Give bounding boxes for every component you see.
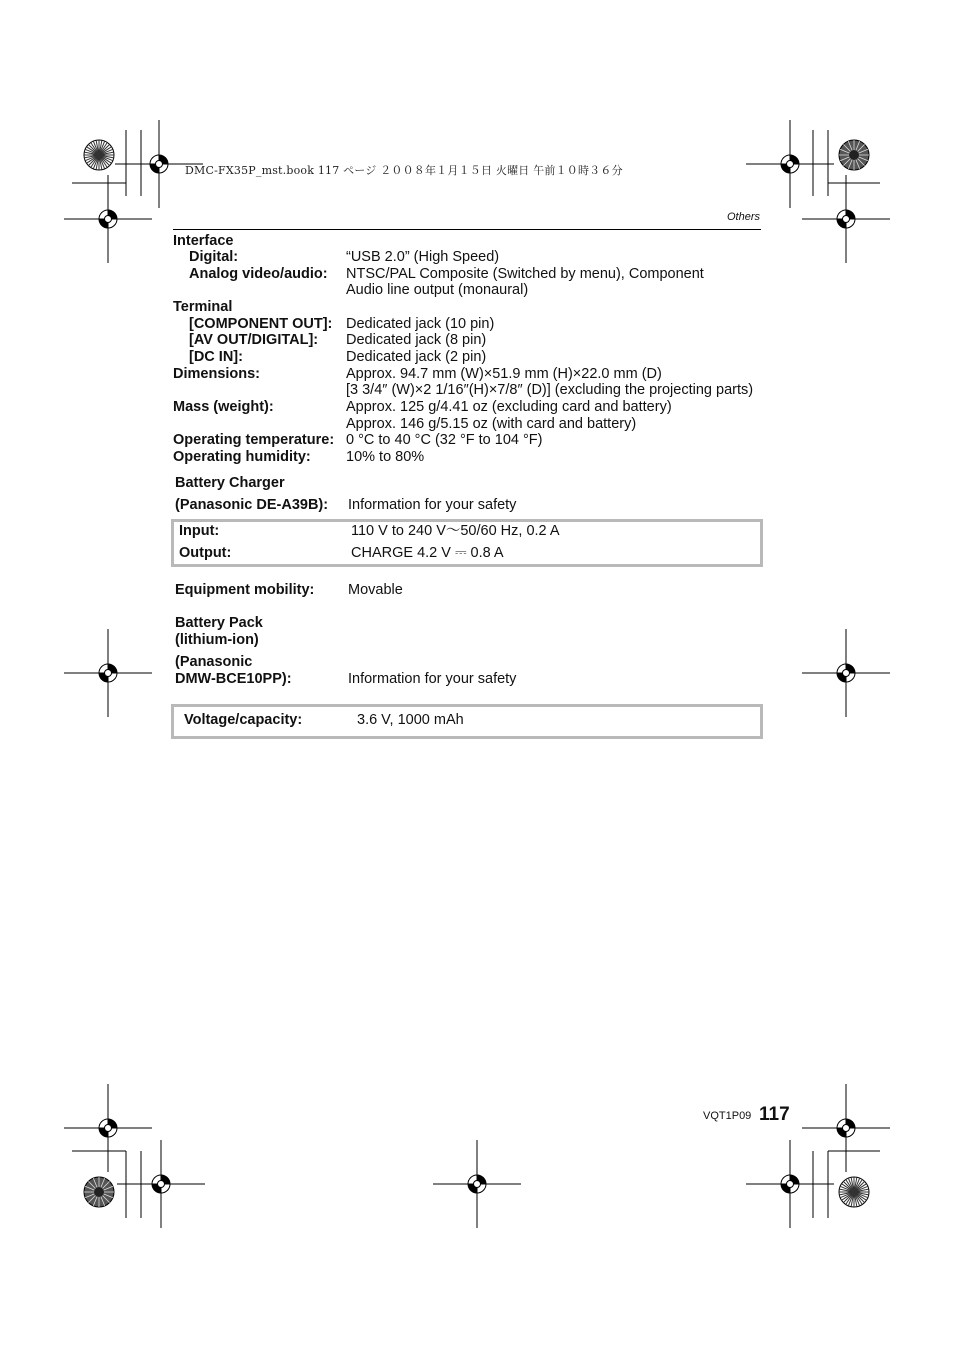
page-number: 117 <box>759 1104 790 1125</box>
mass-value-2: Approx. 146 g/5.15 oz (with card and battery) <box>346 416 637 432</box>
mobility-value: Movable <box>348 582 403 598</box>
digital-label: Digital: <box>189 249 239 265</box>
section-label: Others <box>727 211 761 223</box>
analog-value-1: NTSC/PAL Composite (Switched by menu), Component <box>346 266 704 282</box>
dc-value: Dedicated jack (2 pin) <box>346 349 487 365</box>
analog-value-2: Audio line output (monaural) <box>346 282 529 298</box>
temperature-label: Operating temperature: <box>173 432 335 448</box>
dimensions-value-1: Approx. 94.7 mm (W)×51.9 mm (H)×22.0 mm (D) <box>346 366 662 382</box>
battery-heading-1: Battery Pack <box>175 615 263 631</box>
print-header: DMC-FX35P_mst.book 117 ページ ２００８年１月１５日 火曜日 午前１０時３６分 <box>185 164 623 177</box>
manual-code: VQT1P09 <box>703 1110 752 1122</box>
battery-safety-info: Information for your safety <box>348 671 517 687</box>
av-value: Dedicated jack (8 pin) <box>346 332 487 348</box>
temperature-value: 0 °C to 40 °C (32 °F to 104 °F) <box>346 432 543 448</box>
component-label: [COMPONENT OUT]: <box>189 316 333 332</box>
voltage-label: Voltage/capacity: <box>184 712 303 728</box>
input-value: 110 V to 240 V～50/60 Hz, 0.2 A <box>351 523 560 539</box>
mass-value-1: Approx. 125 g/4.41 oz (excluding card and battery) <box>346 399 672 415</box>
interface-heading: Interface <box>173 233 234 249</box>
charger-safety-info: Information for your safety <box>348 497 517 513</box>
humidity-label: Operating humidity: <box>173 449 311 465</box>
humidity-value: 10% to 80% <box>346 449 425 465</box>
output-value: CHARGE 4.2 V ⎓ 0.8 A <box>351 545 504 561</box>
battery-heading-2: (lithium-ion) <box>175 632 259 648</box>
output-label: Output: <box>179 545 232 561</box>
analog-label: Analog video/audio: <box>189 266 328 282</box>
battery-model-1: (Panasonic <box>175 654 253 670</box>
digital-value: “USB 2.0” (High Speed) <box>346 249 500 265</box>
mobility-label: Equipment mobility: <box>175 582 315 598</box>
header-rule <box>173 229 761 230</box>
mass-label: Mass (weight): <box>173 399 274 415</box>
battery-model-2: DMW-BCE10PP): <box>175 671 292 687</box>
dimensions-label: Dimensions: <box>173 366 261 382</box>
dc-label: [DC IN]: <box>189 349 243 365</box>
component-value: Dedicated jack (10 pin) <box>346 316 495 332</box>
av-label: [AV OUT/DIGITAL]: <box>189 332 319 348</box>
charger-model: (Panasonic DE-A39B): <box>175 497 329 513</box>
dimensions-value-2: [3 3/4″ (W)×2 1/16″(H)×7/8″ (D)] (excluding the projecting parts) <box>346 382 754 398</box>
charger-heading: Battery Charger <box>175 475 285 491</box>
input-label: Input: <box>179 523 220 539</box>
terminal-heading: Terminal <box>173 299 233 315</box>
voltage-value: 3.6 V, 1000 mAh <box>357 712 464 728</box>
